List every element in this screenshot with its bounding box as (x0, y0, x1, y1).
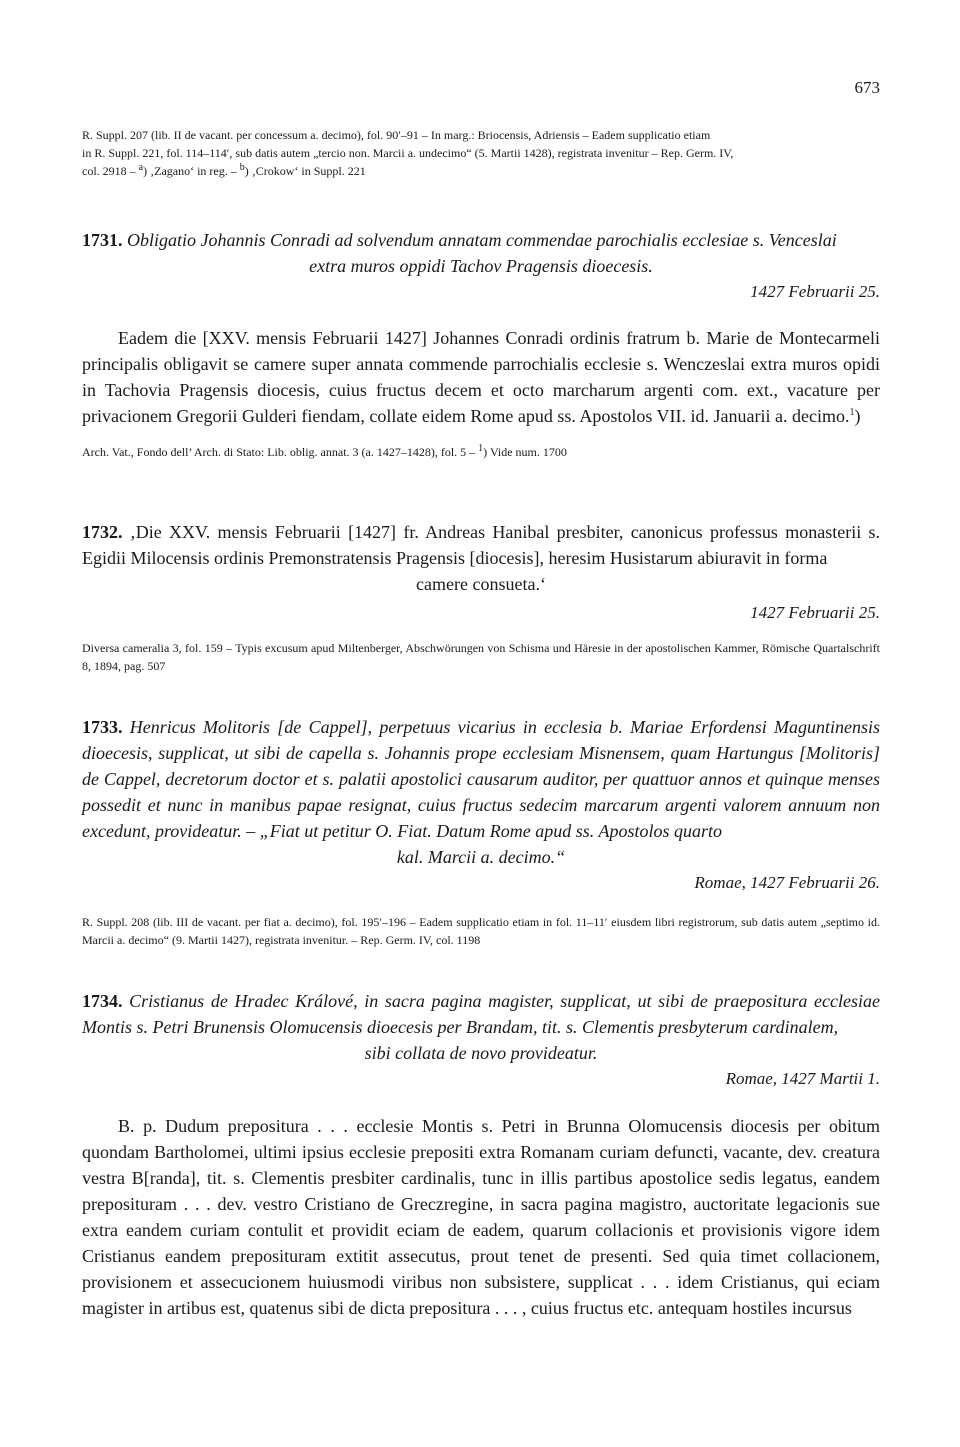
top-footnote-line3: col. 2918 – $^a$) ‚Zagano‘ in reg. – $^b$) ‚Crokow‘ in Suppl. 221 (82, 162, 366, 178)
entry-1732 (82, 519, 880, 675)
entry-1731-text: Eadem die [XXV. mensis Februarii 1427] Johannes Conradi ordinis fratrum b. Marie de Montecarmeli principalis obligavit se camere super annata commende parrochialis ecclesie s. Wenczeslai extra muros opidi in Tachovia Pragensis diocesis, cuius fructus decem et octo marcharum argenti com. ext., vacature per privacionem Gregorii Gulderi fiendam, collate eidem Rome apud ss. Apostolos VII. id. Januarii a. decimo.$^1$) (82, 328, 880, 426)
entry-1732-footnote: Diversa cameralia 3, fol. 159 – Typis excusum apud Miltenberger, Abschwörungen von Schisma und Häresie in der apostolischen Kammer, Römische Quartalschrift 8, 1894, pag. 507 (82, 641, 880, 673)
entry-1732-text: 1732. ‚Die XXV. mensis Februarii [1427] fr. Andreas Hanibal presbiter, canonicus professus monasterii s. Egidii Milocensis ordinis Premonstratensis Pragensis [diocesis], heresim Husistarum abiuravit in forma camere consueta.‘ (82, 522, 880, 594)
entry-1733-date: Romae, 1427 Februarii 26. (694, 873, 880, 892)
top-footnote-line1: R. Suppl. 207 (lib. II de vacant. per concessum a. decimo), fol. 90′–91 – In marg.: Briocensis, Adriensis – Eadem supplicatio etiam (82, 128, 711, 142)
entry-1733-footnote: R. Suppl. 208 (lib. III de vacant. per fiat a. decimo), fol. 195′–196 – Eadem supplicatio etiam in fol. 11–11′ eiusdem libri registrorum, sub datis autem „septimo id. Marcii a. decimo“ (9. Martii 1427), registrata invenitur. – Rep. Germ. IV, col. 1198 (82, 915, 880, 947)
entry-number: 1734. (82, 991, 123, 1011)
entry-1733-title: 1733. Henricus Molitoris [de Cappel], perpetuus vicarius in ecclesia b. Mariae Erfordensi Maguntinensis dioecesis, supplicat, ut sibi de capella s. Johannis prope ecclesiam Misnensem, quam Hartungus [Molitoris] de Cappel, decretorum doctor et s. palatii apostolici causarum auditor, per quattuor annos et quinque menses possedit et nunc in manibus papae resignat, cuius fructus sedecim marcarum argenti valorem annuum non excedunt, provideatur. – „Fiat ut petitur O. Fiat. Datum Rome apud ss. Apostolos quarto kal. Marcii a. decimo.“ (82, 717, 880, 867)
entry-1732-date: 1427 Februarii 25. (750, 603, 880, 622)
page-number: 673 (854, 78, 880, 97)
entry-1734-date: Romae, 1427 Martii 1. (725, 1069, 880, 1088)
entry-number: 1731. (82, 230, 123, 250)
entry-1731-footnote: Arch. Vat., Fondo dell’ Arch. di Stato: Lib. oblig. annat. 3 (a. 1427–1428), fol. 5 – $^1$) Vide num. 1700 (82, 443, 567, 459)
entry-1731-title: 1731. Obligatio Johannis Conradi ad solvendum annatam commendae parochialis ecclesiae s. Venceslai extra muros oppidi Tachov Pragensis dioecesis. (82, 230, 837, 276)
top-footnote-line2: in R. Suppl. 221, fol. 114–114′, sub datis autem „tercio non. Marcii a. undecimo“ (5. Martii 1428), registrata invenitur – Rep. Germ. IV, (82, 146, 734, 160)
entry-1734-title: 1734. Cristianus de Hradec Králové, in sacra pagina magister, supplicat, ut sibi de praepositura ecclesiae Montis s. Petri Brunensis Olomucensis dioecesis per Brandam, tit. s. Clementis presbyterum cardinalem, sibi collata de novo provideatur. (82, 991, 880, 1063)
entry-1731-date: 1427 Februarii 25. (750, 282, 880, 301)
entry-1734-text: B. p. Dudum prepositura . . . ecclesie Montis s. Petri in Brunna Olomucensis diocesis per obitum quondam Bartholomei, ultimi ipsius ecclesie prepositi extra Romanam curiam defuncti, vacante, dev. creatura vestra B[randa], tit. s. Clementis presbiter cardinalis, tunc in illis partibus apostolice sedis legatus, eandem preposituram . . . dev. vestro Cristiano de Greczregine, in sacra pagina magistro, auctoritate legacionis sue extra eandem curiam contulit et providit eciam de eadem, quarum collacionis et provisionis vigore idem Cristianus eandem preposituram extitit assecutus, prout tenet de presenti. Sed quia timet collacionem, provisionem et assecucionem huiusmodi viribus non subsistere, supplicat . . . idem Cristianus, qui eciam magister in artibus est, quatenus sibi de dicta prepositura . . . , cuius fructus etc. antequam hostiles incursus (82, 1116, 880, 1318)
entry-1731 (82, 227, 880, 461)
entry-1734 (82, 988, 880, 1321)
entry-1733 (82, 714, 880, 949)
top-footnote (82, 126, 880, 180)
entry-number: 1732. (82, 522, 123, 542)
entry-number: 1733. (82, 717, 123, 737)
